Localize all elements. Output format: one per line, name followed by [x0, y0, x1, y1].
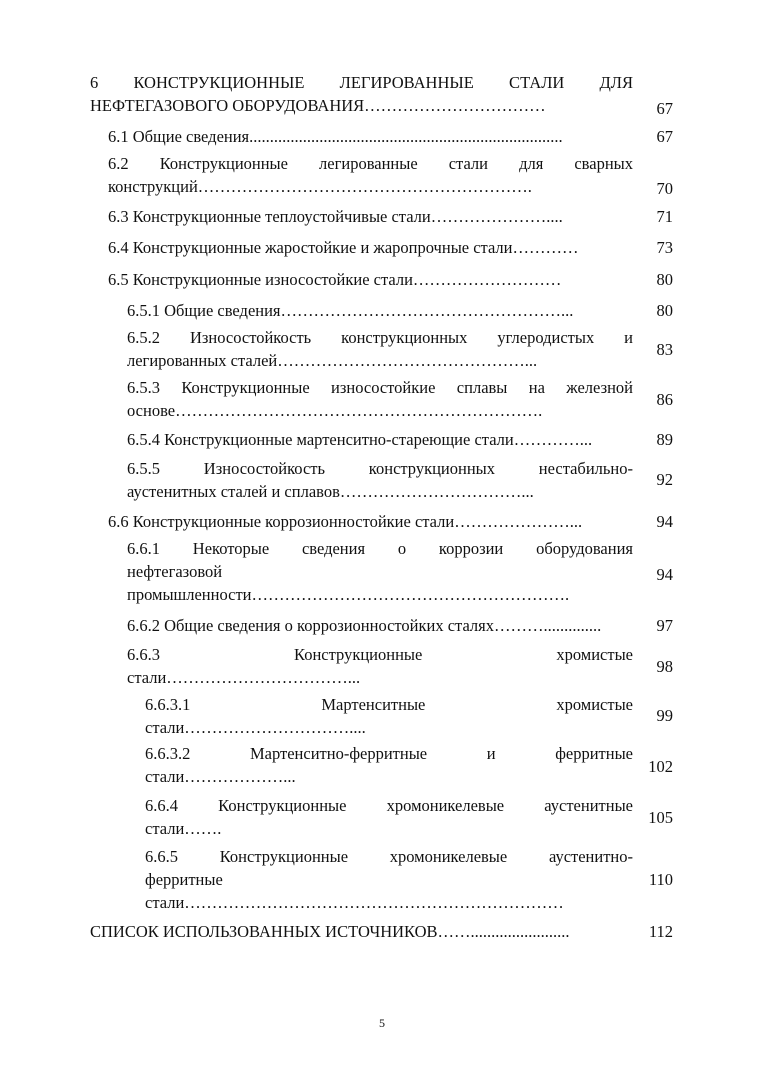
- toc-page-number: 99: [656, 706, 673, 725]
- toc-entry-6-3[interactable]: [108, 205, 633, 228]
- toc-entry-text-line: 6 КОНСТРУКЦИОННЫЕ ЛЕГИРОВАННЫЕ СТАЛИ ДЛЯ: [90, 73, 633, 92]
- page-number-footer: 5: [379, 1016, 385, 1030]
- toc-page-number: 80: [656, 301, 673, 320]
- toc-page-number: 98: [656, 657, 673, 676]
- toc-entry-text-line: конструкций…………………………………………………….: [108, 177, 532, 196]
- toc-entry-text-line: СПИСОК ИСПОЛЬЗОВАННЫХ ИСТОЧНИКОВ……........................: [90, 922, 570, 941]
- toc-entry-6-5-5[interactable]: [127, 457, 633, 503]
- toc-page-number: 102: [648, 757, 673, 776]
- toc-page-number: 112: [648, 922, 673, 941]
- toc-entry-text-line: 6.6.3.1 Мартенситные хромистые: [145, 695, 633, 714]
- toc-page-number: 80: [656, 270, 673, 289]
- toc-page-number: 110: [648, 870, 673, 889]
- toc-entry-text-line: 6.6.4 Конструкционные хромоникелевые аустенитные: [145, 796, 633, 815]
- toc-page-number: 83: [656, 340, 673, 359]
- toc-page-number: 94: [656, 512, 673, 531]
- toc-entry-6-4[interactable]: [108, 236, 633, 259]
- toc-entry-text-line: 6.6.3 Конструкционные хромистые: [127, 645, 633, 664]
- toc-entry-text-line: НЕФТЕГАЗОВОГО ОБОРУДОВАНИЯ……………………………: [90, 96, 546, 115]
- toc-entry-text-line: 6.5 Конструкционные износостойкие стали………………………: [108, 270, 562, 289]
- toc-entry-text-line: ферритные: [145, 870, 223, 889]
- toc-page-number: 89: [656, 430, 673, 449]
- toc-entry-text-line: 6.5.4 Конструкционные мартенситно-стареющие стали…………...: [127, 430, 593, 449]
- toc-entry-text-line: промышленности………………………………………………….: [127, 585, 570, 604]
- toc-page-number: 105: [648, 808, 673, 827]
- toc-entry-text-line: стали…….: [145, 819, 222, 838]
- toc-entry-text-line: 6.5.3 Конструкционные износостойкие сплавы на железной: [127, 378, 633, 397]
- toc-entry-text-line: стали…………………………....: [145, 718, 366, 737]
- toc-page-number: 67: [656, 127, 673, 146]
- toc-page-number: 67: [656, 99, 673, 118]
- toc-entry-text-line: аустенитных сталей и сплавов……………………………...: [127, 482, 534, 501]
- toc-page-number: 73: [656, 238, 673, 257]
- toc-entry-text-line: основе………………………………………………………….: [127, 401, 543, 420]
- toc-entry-text-line: 6.3 Конструкционные теплоустойчивые стали…………………....: [108, 207, 563, 226]
- toc-page-number: 71: [656, 207, 673, 226]
- toc-entry-text-line: легированных сталей………………………………………...: [127, 351, 538, 370]
- toc-entry-text-line: стали……………………………………………………………: [145, 893, 564, 912]
- toc-entry-text-line: 6.5.1 Общие сведения……………………………………………...: [127, 301, 574, 320]
- toc-entry-6-6-3[interactable]: [127, 643, 633, 689]
- toc-entry-6-5[interactable]: [108, 268, 633, 291]
- toc-entry-references[interactable]: [90, 920, 633, 943]
- toc-entry-6-6-4[interactable]: [145, 794, 633, 840]
- toc-entry-6[interactable]: [90, 71, 633, 117]
- toc-entry-6-5-4[interactable]: [127, 428, 633, 451]
- toc-entry-6-6[interactable]: [108, 510, 633, 533]
- toc-entry-6-5-2[interactable]: [127, 326, 633, 372]
- toc-entry-6-6-5[interactable]: [145, 845, 633, 914]
- toc-entry-text-line: 6.6 Конструкционные коррозионностойкие стали…………………...: [108, 512, 583, 531]
- toc-entry-text-line: стали………………...: [145, 767, 296, 786]
- toc-page-number: 94: [656, 565, 673, 584]
- toc-entry-text-line: 6.4 Конструкционные жаростойкие и жаропрочные стали…………: [108, 238, 579, 257]
- toc-entry-6-5-1[interactable]: [127, 299, 633, 322]
- toc-entry-6-2[interactable]: [108, 152, 633, 198]
- toc-page-number: 70: [656, 179, 673, 198]
- toc-entry-text-line: 6.6.5 Конструкционные хромоникелевые аустенитно-: [145, 847, 633, 866]
- toc-entry-text-line: 6.2 Конструкционные легированные стали для сварных: [108, 154, 633, 173]
- toc-entry-6-6-3-2[interactable]: [145, 742, 633, 788]
- toc-entry-text-line: 6.6.3.2 Мартенситно-ферритные и ферритные: [145, 744, 633, 763]
- toc-entry-text-line: 6.1 Общие сведения............................................................................: [108, 127, 563, 146]
- toc-entry-text-line: 6.6.2 Общие сведения о коррозионностойких сталях………..............: [127, 616, 602, 635]
- toc-entry-text-line: 6.6.1 Некоторые сведения о коррозии оборудования: [127, 539, 633, 558]
- toc-entry-6-5-3[interactable]: [127, 376, 633, 422]
- toc-entry-6-6-3-1[interactable]: [145, 693, 633, 739]
- toc-entry-text-line: стали……………………………...: [127, 668, 361, 687]
- toc-entry-6-6-1[interactable]: [127, 537, 633, 606]
- toc-page-number: 86: [656, 390, 673, 409]
- toc-entry-6-6-2[interactable]: [127, 614, 633, 637]
- toc-entry-6-1[interactable]: [108, 125, 633, 148]
- toc-entry-text-line: 6.5.5 Износостойкость конструкционных нестабильно-: [127, 459, 633, 478]
- toc-page-number: 92: [656, 470, 673, 489]
- toc-entry-text-line: 6.5.2 Износостойкость конструкционных углеродистых и: [127, 328, 633, 347]
- toc-entry-text-line: нефтегазовой: [127, 562, 223, 581]
- toc-page-number: 97: [656, 616, 673, 635]
